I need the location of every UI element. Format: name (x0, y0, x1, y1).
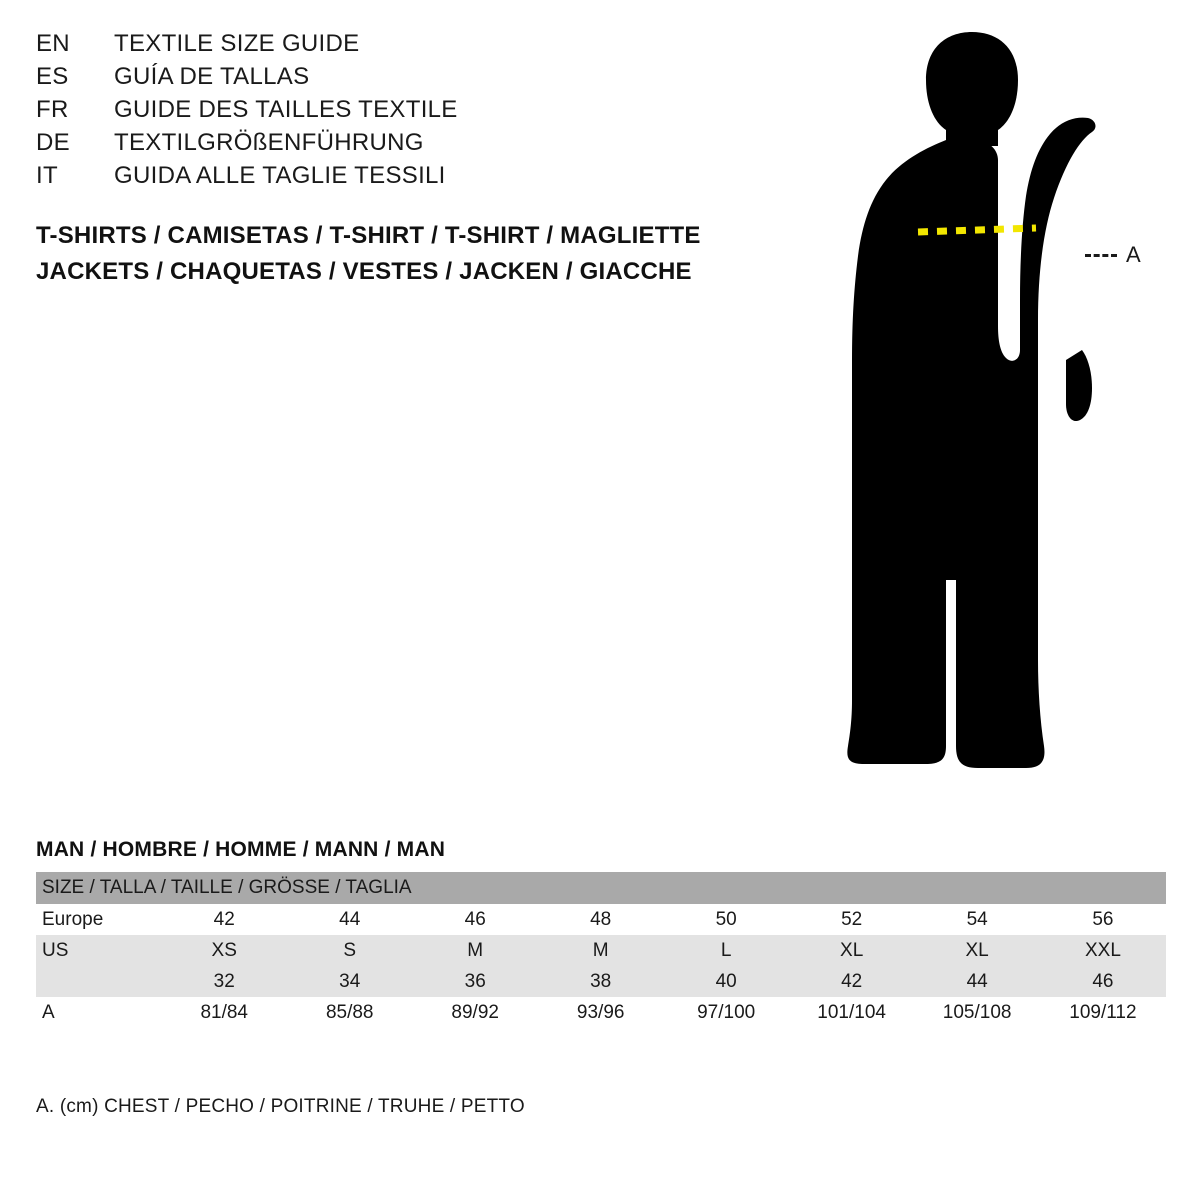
cell-chest-5: 101/104 (789, 997, 914, 1028)
table-row-chest (36, 997, 1166, 1028)
cell-europe-7: 56 (1040, 904, 1166, 935)
cell-us-6: XL (914, 935, 1039, 966)
table-header-row (36, 872, 1166, 904)
language-code-de: DE (36, 129, 70, 156)
language-code-es: ES (36, 63, 69, 90)
language-header-block (36, 30, 756, 195)
language-row-de (36, 129, 756, 162)
table-header-label: SIZE / TALLA / TAILLE / GRÖSSE / TAGLIA (36, 872, 1166, 904)
cell-europe-3: 48 (538, 904, 663, 935)
language-row-es (36, 63, 756, 96)
table-row-europe (36, 904, 1166, 935)
cell-chest-1: 85/88 (287, 997, 412, 1028)
cell-numeric-0: 32 (161, 966, 286, 997)
language-text-de: TEXTILGRÖßENFÜHRUNG (114, 129, 424, 156)
row-label-chest: A (36, 997, 161, 1028)
footnote-chest: A. (cm) CHEST / PECHO / POITRINE / TRUHE / PETTO (36, 1096, 525, 1117)
cell-numeric-7: 46 (1040, 966, 1166, 997)
category-jackets: JACKETS / CHAQUETAS / VESTES / JACKEN / GIACCHE (36, 258, 692, 285)
cell-numeric-5: 42 (789, 966, 914, 997)
cell-chest-7: 109/112 (1040, 997, 1166, 1028)
cell-numeric-6: 44 (914, 966, 1039, 997)
cell-numeric-3: 38 (538, 966, 663, 997)
figure-area (830, 20, 1180, 790)
gender-title: MAN / HOMBRE / HOMME / MANN / MAN (36, 838, 446, 861)
cell-numeric-4: 40 (663, 966, 788, 997)
language-row-en (36, 30, 756, 63)
cell-europe-0: 42 (161, 904, 286, 935)
cell-us-7: XXL (1040, 935, 1166, 966)
language-row-it (36, 162, 756, 195)
measure-leader-line (1085, 254, 1117, 257)
language-text-en: TEXTILE SIZE GUIDE (114, 30, 360, 57)
cell-us-4: L (663, 935, 788, 966)
table-row-numeric (36, 966, 1166, 997)
language-text-fr: GUIDE DES TAILLES TEXTILE (114, 96, 458, 123)
size-table (36, 872, 1166, 1028)
cell-chest-2: 89/92 (412, 997, 537, 1028)
language-code-it: IT (36, 162, 58, 189)
table-row-us (36, 935, 1166, 966)
cell-us-0: XS (161, 935, 286, 966)
cell-numeric-1: 34 (287, 966, 412, 997)
cell-us-3: M (538, 935, 663, 966)
cell-us-2: M (412, 935, 537, 966)
cell-chest-3: 93/96 (538, 997, 663, 1028)
size-table-section (36, 838, 1166, 1028)
measure-label-a: A (1126, 242, 1141, 267)
cell-numeric-2: 36 (412, 966, 537, 997)
row-label-numeric (36, 966, 161, 997)
language-code-fr: FR (36, 96, 69, 123)
language-code-en: EN (36, 30, 70, 57)
cell-europe-4: 50 (663, 904, 788, 935)
language-text-it: GUIDA ALLE TAGLIE TESSILI (114, 162, 446, 189)
row-label-europe: Europe (36, 904, 161, 935)
cell-us-1: S (287, 935, 412, 966)
row-label-us: US (36, 935, 161, 966)
cell-chest-4: 97/100 (663, 997, 788, 1028)
language-row-fr (36, 96, 756, 129)
language-text-es: GUÍA DE TALLAS (114, 63, 310, 90)
cell-europe-6: 54 (914, 904, 1039, 935)
cell-europe-1: 44 (287, 904, 412, 935)
cell-europe-5: 52 (789, 904, 914, 935)
cell-chest-6: 105/108 (914, 997, 1039, 1028)
male-torso-silhouette-icon (830, 20, 1180, 790)
category-tshirts: T-SHIRTS / CAMISETAS / T-SHIRT / T-SHIRT / MAGLIETTE (36, 222, 701, 249)
cell-europe-2: 46 (412, 904, 537, 935)
cell-us-5: XL (789, 935, 914, 966)
category-block (36, 218, 796, 290)
cell-chest-0: 81/84 (161, 997, 286, 1028)
